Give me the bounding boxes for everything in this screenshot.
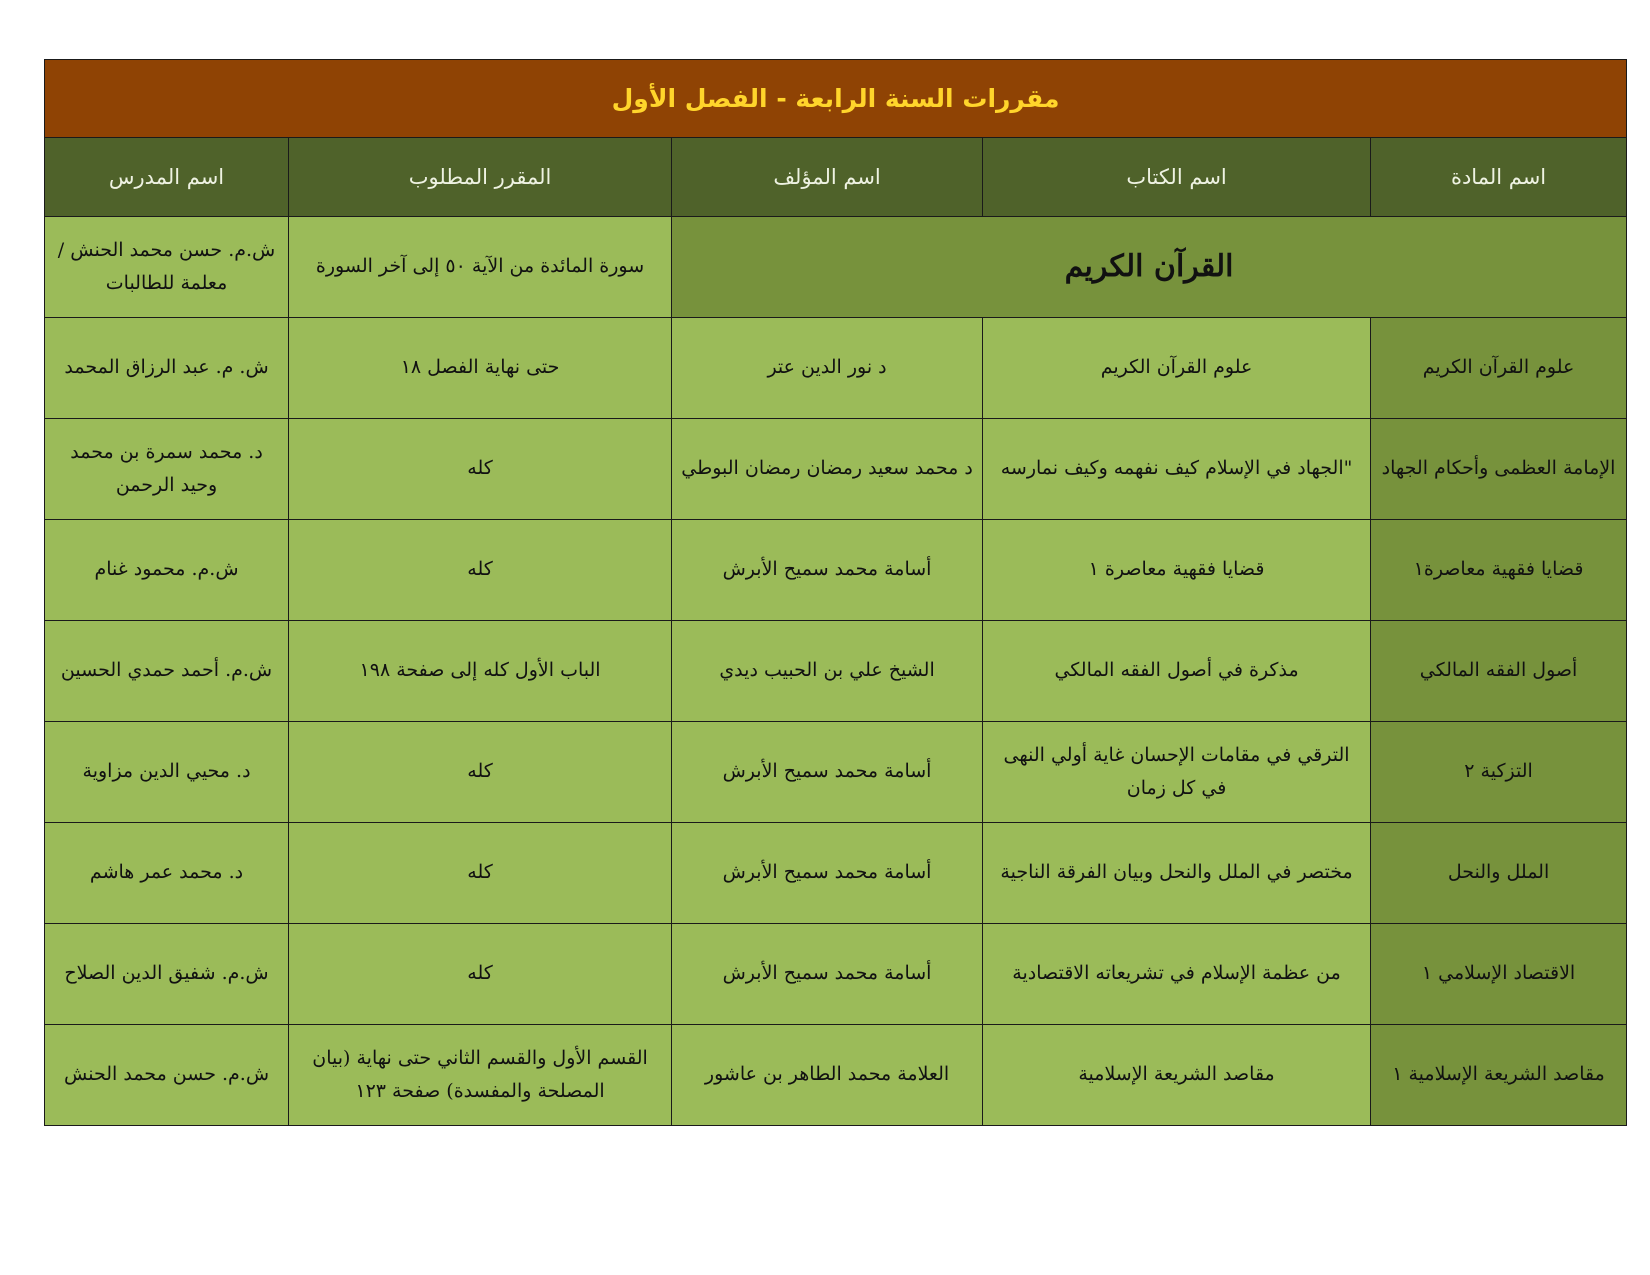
teacher-cell: ش.م. محمود غنام <box>45 520 289 621</box>
book-cell: مذكرة في أصول الفقه المالكي <box>983 621 1371 722</box>
teacher-cell: د. محيي الدين مزاوية <box>45 722 289 823</box>
table-row <box>45 1025 1627 1126</box>
author-cell: العلامة محمد الطاهر بن عاشور <box>672 1025 983 1126</box>
portion-cell: كله <box>289 924 672 1025</box>
table-title: مقررات السنة الرابعة - الفصل الأول <box>45 60 1627 138</box>
subject-cell: الإمامة العظمى وأحكام الجهاد <box>1371 419 1627 520</box>
portion-cell: كله <box>289 419 672 520</box>
book-cell: قضايا فقهية معاصرة ١ <box>983 520 1371 621</box>
author-cell: الشيخ علي بن الحبيب ديدي <box>672 621 983 722</box>
header-teacher: اسم المدرس <box>45 138 289 217</box>
portion-cell: كله <box>289 520 672 621</box>
author-cell: أسامة محمد سميح الأبرش <box>672 924 983 1025</box>
header-subject: اسم المادة <box>1371 138 1627 217</box>
portion-cell: كله <box>289 823 672 924</box>
header-author: اسم المؤلف <box>672 138 983 217</box>
subject-cell: أصول الفقه المالكي <box>1371 621 1627 722</box>
table-row <box>45 318 1627 419</box>
portion-cell: حتى نهاية الفصل ١٨ <box>289 318 672 419</box>
header-portion: المقرر المطلوب <box>289 138 672 217</box>
portion-cell: القسم الأول والقسم الثاني حتى نهاية (بيان المصلحة والمفسدة) صفحة ١٢٣ <box>289 1025 672 1126</box>
author-cell: د محمد سعيد رمضان رمضان البوطي <box>672 419 983 520</box>
quran-label: القرآن الكريم <box>672 217 1627 318</box>
teacher-cell: ش. م. عبد الرزاق المحمد <box>45 318 289 419</box>
quran-teacher: ش.م. حسن محمد الحنش / معلمة للطالبات <box>45 217 289 318</box>
quran-portion: سورة المائدة من الآية ٥٠ إلى آخر السورة <box>289 217 672 318</box>
subject-cell: الملل والنحل <box>1371 823 1627 924</box>
table-row <box>45 722 1627 823</box>
quran-row <box>45 217 1627 318</box>
table-row <box>45 419 1627 520</box>
table-row <box>45 924 1627 1025</box>
teacher-cell: د. محمد سمرة بن محمد وحيد الرحمن <box>45 419 289 520</box>
teacher-cell: ش.م. أحمد حمدي الحسين <box>45 621 289 722</box>
author-cell: أسامة محمد سميح الأبرش <box>672 722 983 823</box>
teacher-cell: ش.م. حسن محمد الحنش <box>45 1025 289 1126</box>
portion-cell: كله <box>289 722 672 823</box>
table-row <box>45 621 1627 722</box>
book-cell: مقاصد الشريعة الإسلامية <box>983 1025 1371 1126</box>
teacher-cell: د. محمد عمر هاشم <box>45 823 289 924</box>
subject-cell: الاقتصاد الإسلامي ١ <box>1371 924 1627 1025</box>
portion-cell: الباب الأول كله إلى صفحة ١٩٨ <box>289 621 672 722</box>
table-row <box>45 520 1627 621</box>
table-row <box>45 823 1627 924</box>
book-cell: علوم القرآن الكريم <box>983 318 1371 419</box>
subject-cell: مقاصد الشريعة الإسلامية ١ <box>1371 1025 1627 1126</box>
subject-cell: قضايا فقهية معاصرة١ <box>1371 520 1627 621</box>
author-cell: د نور الدين عتر <box>672 318 983 419</box>
subject-cell: التزكية ٢ <box>1371 722 1627 823</box>
author-cell: أسامة محمد سميح الأبرش <box>672 520 983 621</box>
book-cell: من عظمة الإسلام في تشريعاته الاقتصادية <box>983 924 1371 1025</box>
subject-cell: علوم القرآن الكريم <box>1371 318 1627 419</box>
book-cell: الترقي في مقامات الإحسان غاية أولي النهى في كل زمان <box>983 722 1371 823</box>
curriculum-table <box>44 59 1627 1126</box>
book-cell: "الجهاد في الإسلام كيف نفهمه وكيف نمارسه <box>983 419 1371 520</box>
book-cell: مختصر في الملل والنحل وبيان الفرقة الناجية <box>983 823 1371 924</box>
header-book: اسم الكتاب <box>983 138 1371 217</box>
author-cell: أسامة محمد سميح الأبرش <box>672 823 983 924</box>
teacher-cell: ش.م. شفيق الدين الصلاح <box>45 924 289 1025</box>
